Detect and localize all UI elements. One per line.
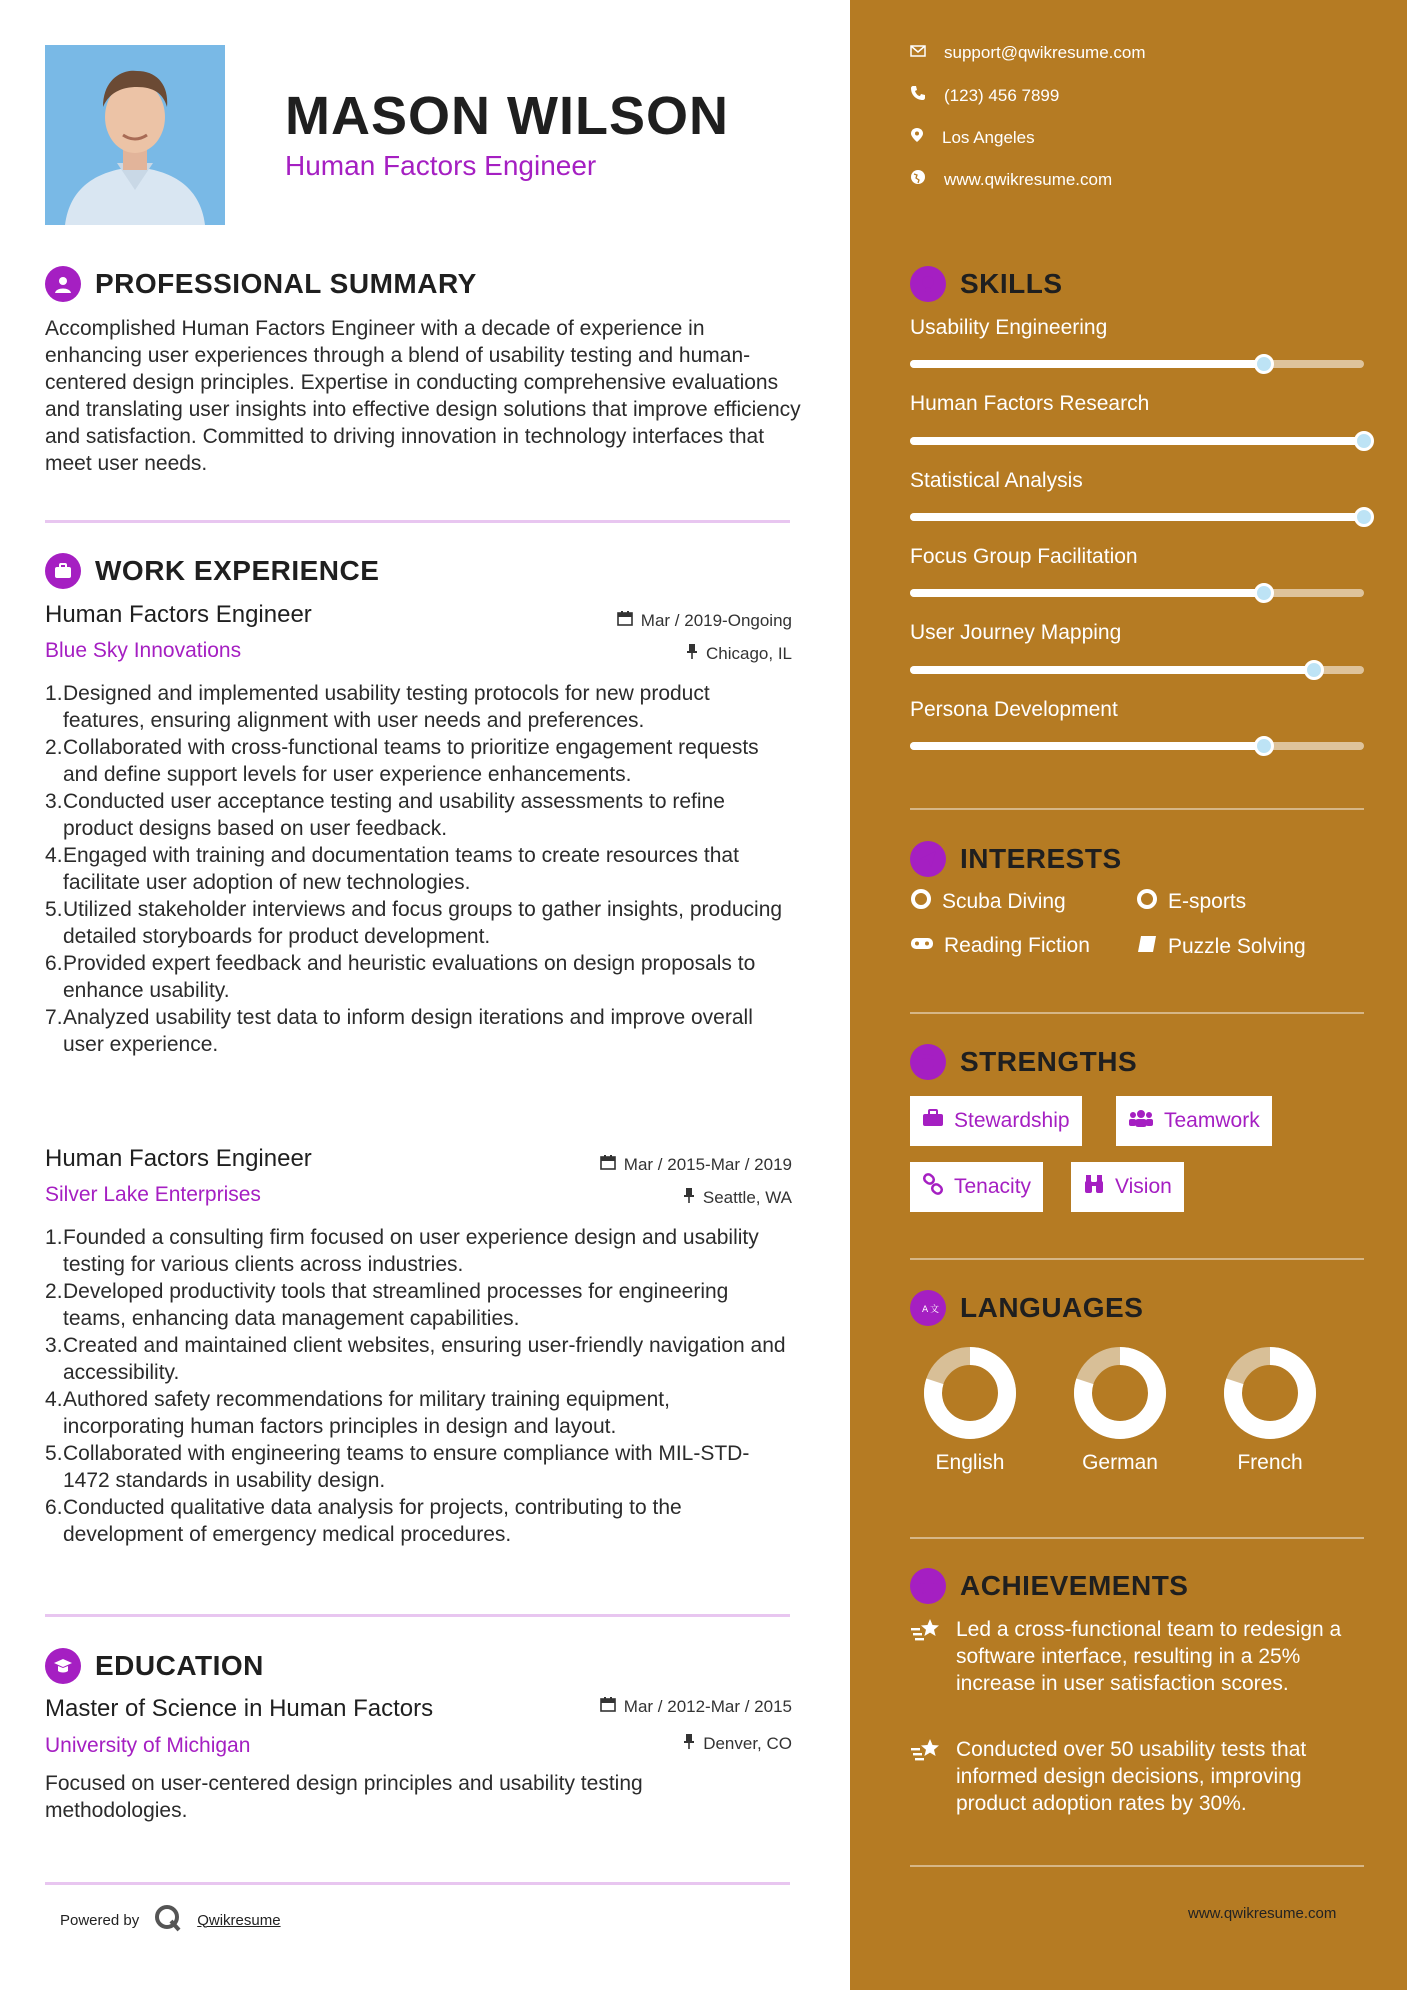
skill-fill [910, 437, 1364, 445]
skill-bar [910, 666, 1364, 674]
skill-name: Persona Development [910, 698, 1118, 721]
language-donut [1070, 1343, 1170, 1443]
pin-icon [686, 643, 698, 664]
job-company: Silver Lake Enterprises [45, 1183, 261, 1206]
language-item [910, 1343, 1030, 1475]
divider [910, 1537, 1364, 1539]
language-donut [920, 1343, 1020, 1443]
skill-fill [910, 513, 1364, 521]
contact-phone: (123) 456 7899 [910, 85, 1059, 106]
job-bullets [45, 1224, 795, 1548]
graduation-icon [45, 1648, 81, 1684]
book-icon [1136, 934, 1158, 960]
skill-knob [1354, 507, 1374, 527]
skill-name: Human Factors Research [910, 392, 1150, 415]
calendar-icon [600, 1154, 616, 1175]
phone-icon [910, 85, 926, 106]
paper-plane-icon [910, 841, 946, 877]
language-item [1060, 1343, 1180, 1475]
language-donut [1220, 1343, 1320, 1443]
education-text: Focused on user-centered design principles and usability testing methodologies. [45, 1772, 643, 1822]
profile-photo [45, 45, 225, 225]
skill-fill [910, 360, 1264, 368]
globe-icon [910, 169, 926, 190]
footer-website: www.qwikresume.com [1188, 1905, 1337, 1922]
list-item: Created and maintained client websites, ensuring user-friendly navigation and accessibility. [63, 1334, 786, 1384]
education-location: Denver, CO [683, 1733, 792, 1754]
list-item: Conducted user acceptance testing and usability assessments to refine product designs based on user feedback. [63, 790, 725, 840]
skill-bar [910, 742, 1364, 750]
skill-bar [910, 360, 1364, 368]
strength-badge: Stewardship [910, 1096, 1082, 1146]
skill-knob [1354, 431, 1374, 451]
list-item: Designed and implemented usability testing protocols for new product features, ensuring alignment with user needs and preferences. [63, 682, 710, 732]
map-marker-icon [910, 127, 924, 148]
degree: Master of Science in Human Factors [45, 1695, 434, 1722]
contact-website: www.qwikresume.com [910, 169, 1112, 190]
skill-knob [1254, 583, 1274, 603]
pin-icon [683, 1733, 695, 1754]
language-name: French [1237, 1451, 1303, 1474]
list-item: Founded a consulting firm focused on user experience design and usability testing for various clients across industries. [63, 1226, 759, 1276]
job-title: Human Factors Engineer [45, 1145, 312, 1172]
list-item: Analyzed usability test data to inform design iterations and improve overall user experience. [63, 1006, 753, 1056]
language-item [1210, 1343, 1330, 1475]
languages-heading: A 文 LANGUAGES [910, 1290, 1143, 1326]
job-location: Chicago, IL [686, 643, 792, 664]
list-item: Provided expert feedback and heuristic evaluations on design proposals to enhance usability. [63, 952, 756, 1002]
user-icon [45, 266, 81, 302]
binoculars-icon [1083, 1173, 1105, 1201]
skill-name: Usability Engineering [910, 316, 1108, 339]
achievements-heading: ACHIEVEMENTS [910, 1568, 1188, 1604]
job-location: Seattle, WA [683, 1187, 792, 1208]
strength-badge: Teamwork [1116, 1096, 1272, 1146]
calendar-icon [617, 610, 633, 631]
qwikresume-logo-icon [153, 1903, 183, 1937]
skill-knob [1254, 354, 1274, 374]
skill-name: User Journey Mapping [910, 621, 1122, 644]
footer-powered: Powered by Qwikresume [60, 1903, 281, 1937]
summary-text: Accomplished Human Factors Engineer with a decade of experience in enhancing user experiences through a blend of usability testing and human-centered design principles. Expertise in conducting comprehensive evaluations and translating user insights into effective design solutions that improve efficiency and satisfaction. Committed to driving innovation in technology interfaces that meet user needs. [45, 317, 801, 475]
pin-icon [683, 1187, 695, 1208]
lightbulb-icon [910, 266, 946, 302]
skill-bar [910, 437, 1364, 445]
language-name: English [935, 1451, 1005, 1474]
skills-heading: SKILLS [910, 266, 1063, 302]
briefcase-icon [922, 1108, 944, 1134]
achievement-item: Conducted over 50 usability tests that informed design decisions, improving product adoption rates by 30%. [910, 1736, 1370, 1817]
divider [45, 520, 790, 523]
summary-heading: PROFESSIONAL SUMMARY [45, 266, 477, 302]
interests-heading: INTERESTS [910, 841, 1122, 877]
life-ring-icon [1136, 888, 1158, 916]
list-item: Engaged with training and documentation teams to create resources that facilitate user adoption of new technologies. [63, 844, 739, 894]
list-item: Conducted qualitative data analysis for projects, contributing to the development of emergency medical procedures. [63, 1496, 682, 1546]
job-bullets [45, 680, 795, 1058]
link-icon [922, 1173, 944, 1201]
education-heading: EDUCATION [45, 1648, 264, 1684]
skill-name: Focus Group Facilitation [910, 545, 1138, 568]
shooting-star-icon [910, 1616, 942, 1697]
strength-badge: Vision [1071, 1162, 1184, 1212]
divider [45, 1614, 790, 1617]
job-company: Blue Sky Innovations [45, 639, 242, 662]
briefcase-icon [45, 553, 81, 589]
school: University of Michigan [45, 1734, 251, 1757]
svg-text:A: A [922, 1305, 929, 1315]
list-item: Collaborated with cross-functional teams to prioritize engagement requests and define support levels for user experience enhancements. [63, 736, 759, 786]
skill-bar [910, 589, 1364, 597]
strength-badge: Tenacity [910, 1162, 1043, 1212]
skill-bar [910, 513, 1364, 521]
contact-email: support@qwikresume.com [910, 43, 1146, 63]
skill-fill [910, 742, 1264, 750]
qwikresume-link[interactable]: Qwikresume [197, 1911, 281, 1929]
shooting-star-icon [910, 1736, 942, 1817]
calendar-icon [600, 1696, 616, 1717]
job-dates: Mar / 2019-Ongoing [617, 610, 792, 631]
candidate-title: Human Factors Engineer [285, 150, 597, 181]
svg-text:文: 文 [930, 1305, 940, 1315]
divider [910, 1012, 1364, 1014]
skill-knob [1304, 660, 1324, 680]
skill-name: Statistical Analysis [910, 469, 1083, 492]
divider [910, 808, 1364, 810]
language-name: German [1082, 1451, 1158, 1474]
star-icon [910, 1568, 946, 1604]
job-dates: Mar / 2015-Mar / 2019 [600, 1154, 792, 1175]
experience-heading: WORK EXPERIENCE [45, 553, 379, 589]
skill-fill [910, 666, 1314, 674]
skill-fill [910, 589, 1264, 597]
education-dates: Mar / 2012-Mar / 2015 [600, 1696, 792, 1717]
divider [45, 1882, 790, 1885]
interest-item: Puzzle Solving [1136, 934, 1306, 960]
envelope-icon [910, 43, 926, 63]
language-icon [910, 1290, 946, 1326]
candidate-name: MASON WILSON [285, 86, 729, 146]
gamepad-icon [910, 934, 934, 958]
life-ring-icon [910, 888, 932, 916]
skill-knob [1254, 736, 1274, 756]
users-icon [1128, 1108, 1154, 1134]
list-item: Developed productivity tools that streamlined processes for engineering teams, enhancing data management capabilities. [63, 1280, 729, 1330]
divider [910, 1865, 1364, 1867]
divider [910, 1258, 1364, 1260]
fist-icon [910, 1044, 946, 1080]
achievement-item: Led a cross-functional team to redesign a software interface, resulting in a 25% increase in user satisfaction scores. [910, 1616, 1370, 1697]
job-title: Human Factors Engineer [45, 601, 312, 628]
contact-location: Los Angeles [910, 127, 1035, 148]
list-item: Authored safety recommendations for military training equipment, incorporating human factors principles in design and layout. [63, 1388, 670, 1438]
interest-item: Scuba Diving [910, 888, 1066, 916]
interest-item: Reading Fiction [910, 934, 1090, 958]
list-item: Utilized stakeholder interviews and focus groups to gather insights, producing detailed storyboards for product development. [63, 898, 783, 948]
strengths-heading: STRENGTHS [910, 1044, 1137, 1080]
list-item: Collaborated with engineering teams to ensure compliance with MIL-STD-1472 standards in usability design. [63, 1442, 750, 1492]
interest-item: E-sports [1136, 888, 1246, 916]
